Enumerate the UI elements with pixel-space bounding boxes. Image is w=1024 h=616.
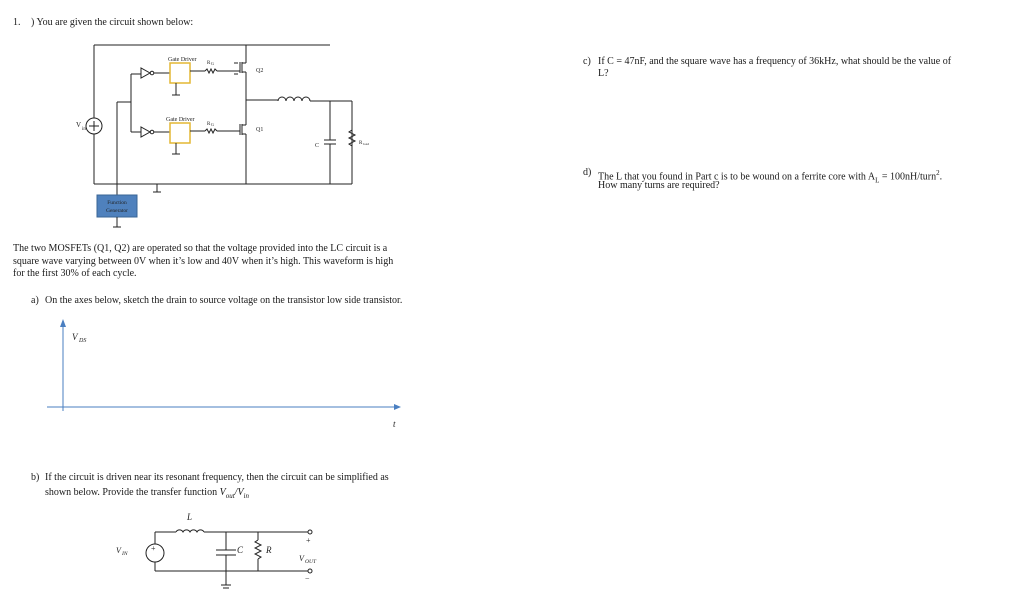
simple-vin-label: V xyxy=(116,546,121,555)
q1-label: Q1 xyxy=(256,127,264,133)
part-d-line1-sub: L xyxy=(875,176,880,185)
part-c-line1: If C = 47nF, and the square wave has a frequency of 36kHz, what should be the value of xyxy=(598,56,952,67)
gate-driver-top-label: Gate Driver xyxy=(168,57,197,63)
description-line-1: The two MOSFETs (Q1, Q2) are operated so that the voltage provided into the LC circuit is a xyxy=(13,243,388,254)
part-c-line2: L? xyxy=(598,68,609,79)
simple-inductor-label: L xyxy=(187,512,193,522)
tf-den: V xyxy=(237,487,244,498)
simple-resistor-label: R xyxy=(266,545,272,555)
time-axis-label: t xyxy=(393,419,396,429)
part-d-line1-sup: 2 xyxy=(936,169,940,177)
part-d-line1-prefix: The L that you found in Part c is to be wound on a ferrite core with A xyxy=(598,171,876,183)
tf-slash: / xyxy=(234,487,238,498)
part-c-label: c) xyxy=(583,56,591,67)
vin-label: V xyxy=(76,121,82,129)
part-a-label: a) xyxy=(31,295,39,306)
part-d-line1-suffix: = 100nH/turn xyxy=(879,171,937,183)
q2-label: Q2 xyxy=(256,68,264,74)
vds-axis-sub: DS xyxy=(79,338,87,344)
part-a-text: On the axes below, sketch the drain to source voltage on the transistor low side transistor. xyxy=(45,295,403,306)
rg-bottom-sub: G xyxy=(211,122,214,127)
cap-label: C xyxy=(315,143,320,149)
part-d-line1-end: . xyxy=(939,171,943,183)
question-intro: ) You are given the circuit shown below: xyxy=(31,17,194,28)
tf-num-sub: out xyxy=(225,492,235,500)
function-generator-line2: Generator xyxy=(106,208,128,214)
description-line-3: for the first 30% of each cycle. xyxy=(13,268,137,279)
part-d-line2: How many turns are required? xyxy=(598,180,720,191)
vout-label: V xyxy=(299,554,304,563)
rload-label: R xyxy=(359,141,363,146)
rg-bottom-label: R xyxy=(207,122,211,127)
simple-vin-sub: IN xyxy=(122,551,128,557)
function-generator-line1: Function xyxy=(107,200,127,206)
question-number: 1. xyxy=(13,17,21,28)
gate-driver-bottom-label: Gate Driver xyxy=(166,117,195,123)
rload-sub: load xyxy=(363,142,370,146)
vds-axis-label: V xyxy=(72,332,78,342)
rg-top-label: R xyxy=(207,61,211,66)
part-b-label: b) xyxy=(31,472,40,483)
part-d-label: d) xyxy=(583,167,592,178)
vin-label-sub: in xyxy=(82,127,86,132)
simple-cap-label: C xyxy=(237,545,244,555)
description-line-2: square wave varying between 0V when it’s low and 40V when it’s high. This waveform is high xyxy=(13,256,394,267)
tf-num: V xyxy=(219,487,226,498)
vout-sub: OUT xyxy=(305,559,317,565)
vin-plus-sign: + xyxy=(151,544,156,553)
vout-minus: − xyxy=(305,574,310,583)
rg-top-sub: G xyxy=(211,61,214,66)
vout-plus: + xyxy=(306,536,311,545)
part-b-line1: If the circuit is driven near its resonant frequency, then the circuit can be simplified as xyxy=(45,472,389,483)
part-b-line2-prefix: shown below. Provide the transfer function xyxy=(45,487,220,498)
tf-den-sub: in xyxy=(243,492,249,500)
